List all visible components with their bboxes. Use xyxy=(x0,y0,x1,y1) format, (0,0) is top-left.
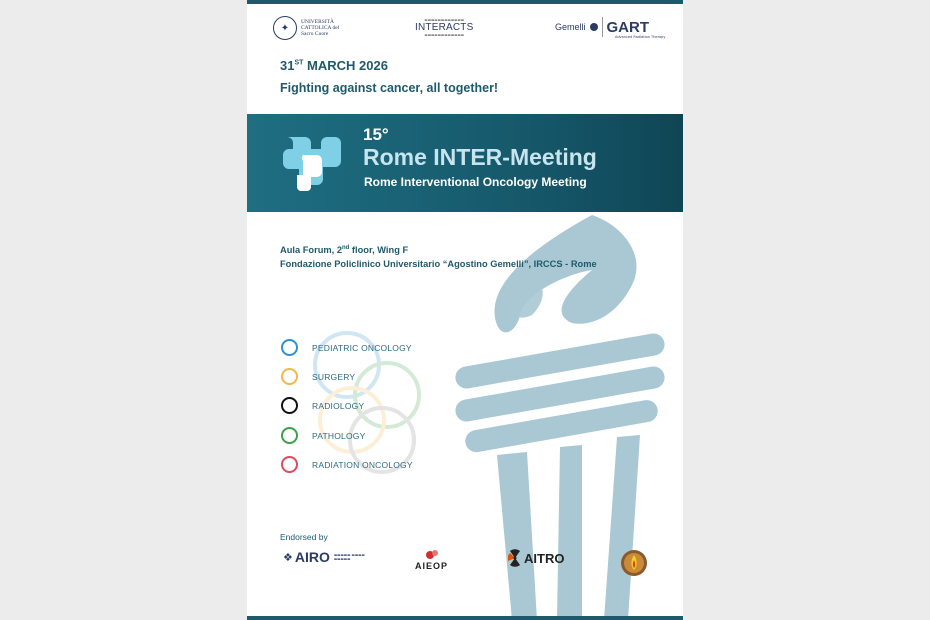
specialty-item xyxy=(281,397,364,414)
airo-subtitle-lines: ▬▬▬▬▬ ▬▬▬▬ ▬▬▬▬▬ xyxy=(333,553,365,561)
ucsc-logo xyxy=(273,16,343,40)
bottom-accent-bar xyxy=(247,616,683,620)
black-ring-icon xyxy=(281,397,298,414)
event-tagline: Fighting against cancer, all together! xyxy=(280,81,499,95)
airo-name: AIRO xyxy=(294,549,330,565)
interacts-name: INTERACTS xyxy=(415,22,474,33)
specialty-label: PATHOLOGY xyxy=(312,430,366,441)
airo-logo xyxy=(283,549,374,565)
gart-name: GART xyxy=(606,18,650,36)
aieop-name: AIEOP xyxy=(415,561,449,571)
interacts-logo xyxy=(415,18,473,37)
event-date: 31ST MARCH 2026 xyxy=(280,58,388,73)
aitro-name: AITRO xyxy=(524,550,565,566)
venue-info xyxy=(280,241,597,271)
venue-line-2: Fondazione Policlinico Universitario “Agostino Gemelli”, IRCCS - Rome xyxy=(280,259,597,270)
logo-divider xyxy=(602,17,603,37)
venue-line-1: Aula Forum, 2nd floor, Wing F xyxy=(280,245,409,256)
event-title: Rome INTER-Meeting xyxy=(363,144,597,170)
interacts-tagline-mark: ▬▬▬▬▬▬▬▬▬▬▬▬ xyxy=(424,18,465,22)
top-accent-bar xyxy=(247,0,683,4)
gemelli-emblem-icon xyxy=(590,23,598,31)
green-ring-icon xyxy=(281,427,298,444)
aitro-radiation-icon xyxy=(508,549,522,567)
specialty-item xyxy=(281,368,355,385)
gemelli-name: Gemelli xyxy=(555,22,586,32)
blue-ring-icon xyxy=(281,339,298,356)
yellow-ring-icon xyxy=(281,368,298,385)
ucsc-logo-text: UNIVERSITÀ CATTOLICA del Sacro Cuore xyxy=(301,19,340,37)
meeting-puzzle-logo-icon xyxy=(273,129,351,197)
event-subtitle: Rome Interventional Oncology Meeting xyxy=(364,175,587,189)
specialty-label: RADIOLOGY xyxy=(312,400,365,411)
society-emblem-icon xyxy=(620,549,648,577)
specialty-item xyxy=(281,427,365,444)
red-ring-icon xyxy=(281,456,298,473)
specialty-item xyxy=(281,456,413,473)
specialty-label: SURGERY xyxy=(312,371,356,382)
specialty-item xyxy=(281,339,412,356)
ucsc-seal-icon: ✦ xyxy=(273,16,297,40)
specialty-label: PEDIATRIC ONCOLOGY xyxy=(312,342,412,353)
interacts-subline-mark: ▬▬▬▬▬▬▬▬▬▬▬▬ xyxy=(424,33,465,37)
endorsed-label: Endorsed by xyxy=(280,532,328,542)
edition-number: 15° xyxy=(363,125,389,144)
airo-mark-icon: ❖ xyxy=(283,550,293,564)
event-poster xyxy=(247,0,683,620)
aitro-logo xyxy=(508,549,564,567)
event-banner xyxy=(247,114,683,212)
specialty-label: RADIATION ONCOLOGY xyxy=(312,459,413,470)
aieop-logo xyxy=(415,549,448,571)
aieop-emblem-icon xyxy=(425,549,439,561)
gemelli-gart-logo xyxy=(555,17,666,39)
gart-subtitle: Advanced Radiation Therapy xyxy=(615,35,666,39)
